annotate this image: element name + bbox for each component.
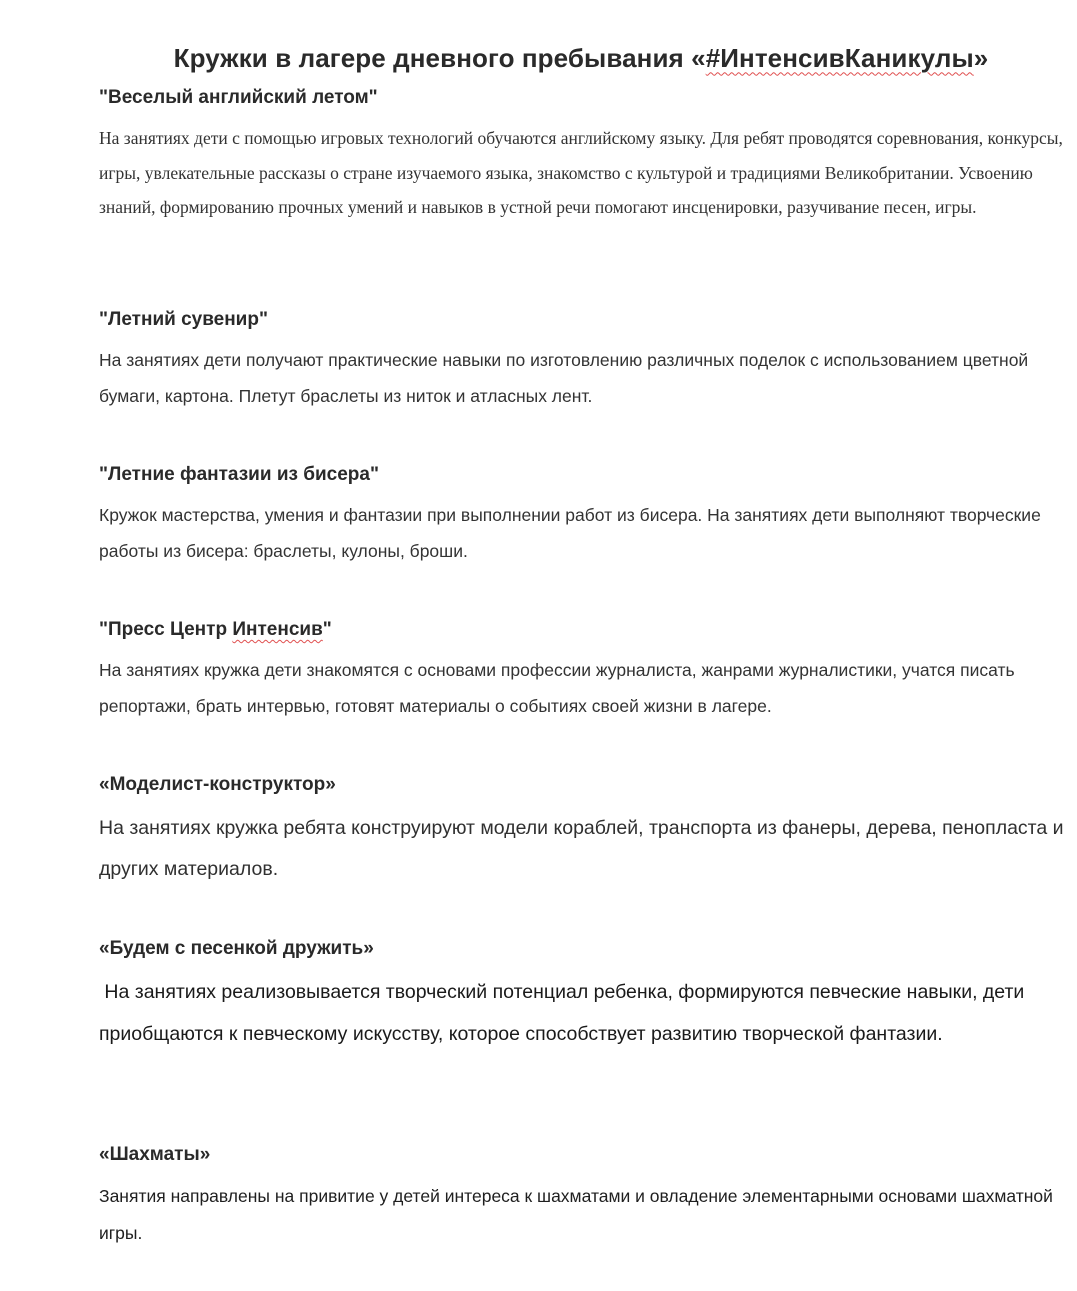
- section-text-singing: На занятиях реализовывается творческий потенциал ребенка, формируются певческие навыки, дети приобщаются к певческому искусству, которое способствует развитию творческой фантазии.: [99, 981, 1030, 1045]
- section-beads: [99, 462, 1064, 569]
- heading-marked-word: Интенсив: [232, 619, 323, 640]
- section-english: [99, 85, 1064, 225]
- section-text-chess: Занятия направлены на привитие у детей интереса к шахматами и овладение элементарными основами шахматной игры.: [99, 1186, 1053, 1243]
- page-title-hashtag: #ИнтенсивКаникулы: [705, 43, 974, 74]
- section-modeler: [99, 772, 1064, 889]
- section-heading-beads: "Летние фантазии из бисера": [99, 464, 379, 485]
- section-text-souvenir: На занятиях дети получают практические навыки по изготовлению различных поделок с использованием цветной бумаги, картона. Плетут браслеты из ниток и атласных лент.: [99, 350, 1029, 406]
- page-title: [0, 39, 1077, 77]
- page-title-prefix: Кружки в лагере дневного пребывания «: [173, 43, 706, 74]
- section-text-modeler: На занятиях кружка ребята конструируют модели кораблей, транспорта из фанеры, дерева, пенопласта и других материалов.: [99, 817, 1064, 880]
- section-heading-press-center: [99, 617, 1064, 643]
- section-heading-chess: «Шахматы»: [99, 1144, 211, 1165]
- page-title-suffix: »: [973, 43, 989, 74]
- section-singing: [99, 936, 1064, 1055]
- section-text-english: На занятиях дети с помощью игровых технологий обучаются английскому языку. Для ребят проводятся соревнования, конкурсы, игры, увлекательные рассказы о стране изучаемого языка, знакомство с культурой и традициями Великобритании. Усвоению знаний, формированию прочных умений и навыков в устной речи помогают инсценировки, разучивание песен, игры.: [99, 128, 1063, 217]
- section-heading-modeler: «Моделист-конструктор»: [99, 774, 336, 795]
- section-press-center: [99, 617, 1064, 724]
- section-chess: [99, 1142, 1064, 1251]
- section-text-press-center: На занятиях кружка дети знакомятся с основами профессии журналиста, жанрами журналистики, учатся писать репортажи, брать интервью, готовят материалы о событиях своей жизни в лагере.: [99, 660, 1015, 716]
- section-heading-english: "Веселый английский летом": [99, 87, 378, 108]
- heading-suffix: ": [322, 619, 332, 640]
- section-heading-singing: «Будем с песенкой дружить»: [99, 938, 374, 959]
- section-heading-souvenir: "Летний сувенир": [99, 309, 268, 330]
- heading-prefix: "Пресс Центр: [99, 619, 233, 640]
- section-text-beads: Кружок мастерства, умения и фантазии при выполнении работ из бисера. На занятиях дети выполняют творческие работы из бисера: браслеты, кулоны, броши.: [99, 505, 1041, 561]
- section-souvenir: [99, 307, 1064, 414]
